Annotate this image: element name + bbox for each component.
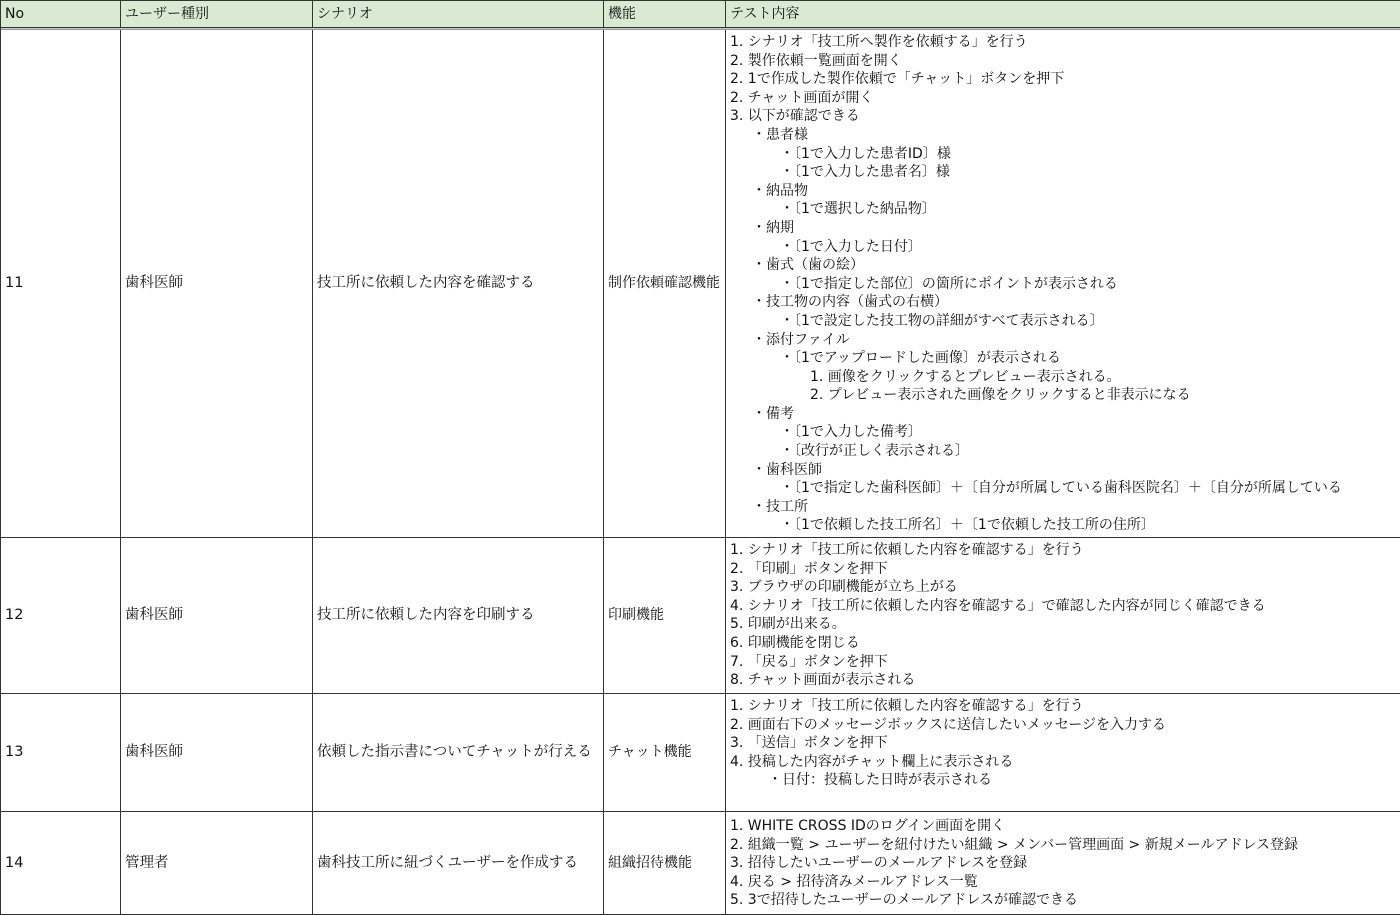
test-step-line: 2. 1で作成した製作依頼で「チャット」ボタンを押下	[730, 71, 1065, 88]
test-step-line: 1. シナリオ「技工所へ製作を依頼する」を行う	[730, 34, 1028, 50]
cell-user-type[interactable]: 歯科医師	[121, 30, 313, 538]
test-step-line: ・技工物の内容（歯式の右横）	[752, 294, 948, 311]
header-test-content: テスト内容	[726, 0, 1400, 28]
cell-feature[interactable]: 制作依頼確認機能	[604, 30, 726, 538]
test-step-line: 6. 印刷機能を閉じる	[730, 634, 860, 651]
test-step-line: 3. 以下が確認できる	[730, 108, 860, 125]
test-step-line: 1. WHITE CROSS IDのログイン画面を開く	[730, 818, 1006, 834]
test-step-line: ・技工所	[752, 498, 808, 515]
test-step-line: ・〔改行が正しく表示される〕	[780, 443, 969, 460]
cell-scenario[interactable]: 歯科技工所に紐づくユーザーを作成する	[313, 812, 604, 915]
test-step-line: ・備考	[752, 405, 794, 422]
cell-test-content[interactable]	[726, 812, 1400, 915]
cell-user-type[interactable]: 歯科医師	[121, 694, 313, 812]
test-step-line: 2. 画面右下のメッセージボックスに送信したいメッセージを入力する	[730, 716, 1166, 733]
test-step-line: 2. プレビュー表示された画像をクリックすると非表示になる	[810, 387, 1191, 404]
test-step-line: 2. 製作依頼一覧画面を開く	[730, 52, 902, 69]
cell-scenario[interactable]: 依頼した指示書についてチャットが行える	[313, 694, 604, 812]
cell-scenario[interactable]: 技工所に依頼した内容を印刷する	[313, 538, 604, 694]
test-step-line: 2. 組織一覧 > ユーザーを紐付けたい組織 > メンバー管理画面 > 新規メールアドレス登録	[730, 836, 1299, 853]
test-step-line: ・〔1で設定した技工物の詳細がすべて表示される〕	[780, 312, 1104, 329]
test-step-line: ・〔1で選択した納品物〕	[780, 201, 936, 218]
test-step-line: ・〔1で入力した備考〕	[780, 424, 922, 441]
header-feature: 機能	[604, 0, 726, 28]
cell-no[interactable]: 12	[1, 538, 121, 694]
test-step-line: 1. シナリオ「技工所に依頼した内容を確認する」を行う	[730, 698, 1084, 714]
test-step-line: ・〔1で入力した患者ID〕様	[780, 145, 951, 162]
cell-no[interactable]: 14	[1, 812, 121, 915]
test-step-line: ・患者様	[752, 126, 808, 143]
test-step-line: ・〔1でアップロードした画像〕が表示される	[780, 350, 1061, 367]
test-step-line: ・日付：投稿した日時が表示される	[768, 772, 992, 789]
test-step-line: 5. 印刷が出来る。	[730, 616, 846, 633]
test-step-line: ・〔1で入力した日付〕	[780, 238, 922, 255]
test-step-line: 1. 画像をクリックするとプレビュー表示される。	[810, 368, 1121, 385]
test-step-line: 2. 「印刷」ボタンを押下	[730, 560, 888, 577]
cell-no[interactable]: 13	[1, 694, 121, 812]
header-no: No	[1, 0, 121, 28]
test-step-line: ・〔1で入力した患者名〕様	[780, 164, 950, 181]
header-user-type: ユーザー種別	[121, 0, 313, 28]
test-step-line: ・〔1で指定した部位〕の箇所にポイントが表示される	[780, 275, 1118, 292]
test-step-line: ・納品物	[752, 182, 808, 199]
test-step-line: 4. 投稿した内容がチャット欄上に表示される	[730, 753, 1014, 770]
cell-feature[interactable]: 組織招待機能	[604, 812, 726, 915]
cell-scenario[interactable]: 技工所に依頼した内容を確認する	[313, 30, 604, 538]
cell-user-type[interactable]: 管理者	[121, 812, 313, 915]
test-step-line: ・納期	[752, 219, 794, 236]
test-step-line: 4. シナリオ「技工所に依頼した内容を確認する」で確認した内容が同じく確認できる	[730, 597, 1266, 614]
test-step-line: 1. シナリオ「技工所に依頼した内容を確認する」を行う	[730, 542, 1084, 558]
test-step-line: 8. チャット画面が表示される	[730, 672, 916, 689]
test-step-line: 4. 戻る > 招待済みメールアドレス一覧	[730, 873, 978, 890]
cell-test-content[interactable]	[726, 538, 1400, 694]
test-step-line: ・〔1で指定した歯科医師〕＋〔自分が所属している歯科医院名〕＋〔自分が所属している	[780, 480, 1342, 497]
test-step-line: 7. 「戻る」ボタンを押下	[730, 653, 888, 670]
cell-test-content[interactable]	[726, 694, 1400, 812]
test-step-line: ・歯式（歯の絵）	[752, 257, 864, 274]
test-step-line: 2. チャット画面が開く	[730, 89, 874, 106]
test-step-line: ・〔1で依頼した技工所名〕＋〔1で依頼した技工所の住所〕	[780, 517, 1155, 534]
cell-feature[interactable]: チャット機能	[604, 694, 726, 812]
test-step-line: ・添付ファイル	[752, 331, 850, 348]
cell-no[interactable]: 11	[1, 30, 121, 538]
test-step-line: 3. 招待したいユーザーのメールアドレスを登録	[730, 855, 1028, 872]
test-step-line: ・歯科医師	[752, 461, 822, 478]
cell-test-content[interactable]	[726, 30, 1400, 538]
test-step-line: 3. 「送信」ボタンを押下	[730, 735, 888, 752]
cell-feature[interactable]: 印刷機能	[604, 538, 726, 694]
cell-user-type[interactable]: 歯科医師	[121, 538, 313, 694]
test-step-line: 5. 3で招待したユーザーのメールアドレスが確認できる	[730, 892, 1079, 909]
test-step-line: 3. ブラウザの印刷機能が立ち上がる	[730, 579, 958, 596]
header-scenario: シナリオ	[313, 0, 604, 28]
